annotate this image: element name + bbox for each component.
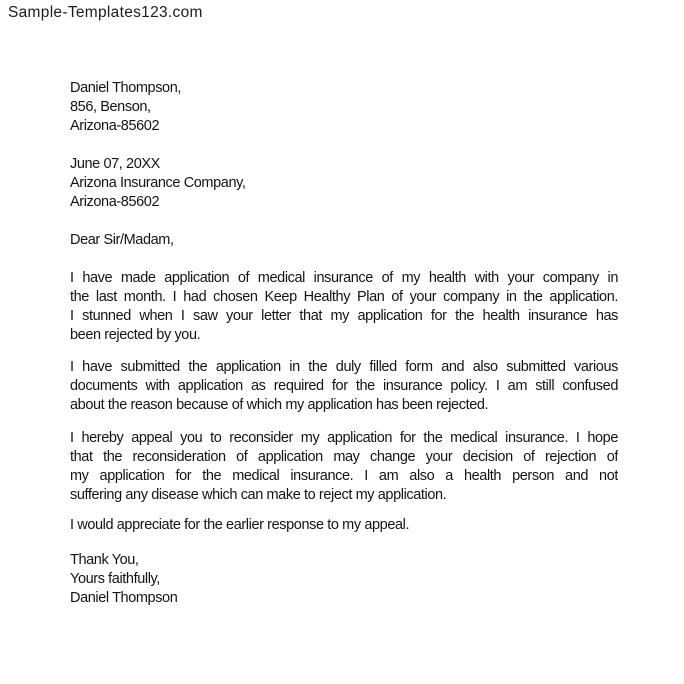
sender-street-line: 856, Benson, xyxy=(70,99,151,115)
sender-name-line: Daniel Thompson, xyxy=(70,80,182,96)
paragraph-line: that the reconsideration of application may change your decision of rejection of xyxy=(70,449,618,465)
paragraph-line: suffering any disease which can make to reject my application. xyxy=(70,487,447,503)
paragraph-1 xyxy=(70,269,618,345)
closing-request-line: I would appreciate for the earlier response to my appeal. xyxy=(70,517,410,533)
paragraph-line: documents with application as required for the insurance policy. I am still confused xyxy=(70,378,618,394)
paragraph-line: my application for the medical insurance. I am also a health person and not xyxy=(70,468,618,484)
paragraph-line: about the reason because of which my application has been rejected. xyxy=(70,397,489,413)
sender-address-block xyxy=(70,79,618,136)
paragraph-line: I have made application of medical insurance of my health with your company in xyxy=(70,270,618,286)
paragraph-2 xyxy=(70,358,618,415)
paragraph-line: the last month. I had chosen Keep Healthy Plan of your company in the application. xyxy=(70,289,618,305)
paragraph-line: I have submitted the application in the duly filled form and also submitted various xyxy=(70,359,618,375)
recipient-company-line: Arizona Insurance Company, xyxy=(70,175,246,191)
salutation-block xyxy=(70,231,618,250)
salutation-line: Dear Sir/Madam, xyxy=(70,232,174,248)
paragraph-line: I stunned when I saw your letter that my application for the health insurance has xyxy=(70,308,618,324)
closing-request-block xyxy=(70,516,618,535)
signoff-valediction-line: Yours faithfully, xyxy=(70,571,160,587)
paragraph-3 xyxy=(70,429,618,505)
paragraph-line: I hereby appeal you to reconsider my application for the medical insurance. I hope xyxy=(70,430,618,446)
signoff-signature-line: Daniel Thompson xyxy=(70,590,178,606)
watermark-site-name: Sample-Templates123.com xyxy=(8,4,203,21)
date-recipient-block xyxy=(70,155,618,212)
recipient-city-line: Arizona-85602 xyxy=(70,194,160,210)
paragraph-line: been rejected by you. xyxy=(70,327,201,343)
date-line: June 07, 20XX xyxy=(70,156,160,172)
signoff-block xyxy=(70,551,618,608)
letter-body xyxy=(70,79,618,608)
sender-city-line: Arizona-85602 xyxy=(70,118,160,134)
signoff-thanks-line: Thank You, xyxy=(70,552,139,568)
